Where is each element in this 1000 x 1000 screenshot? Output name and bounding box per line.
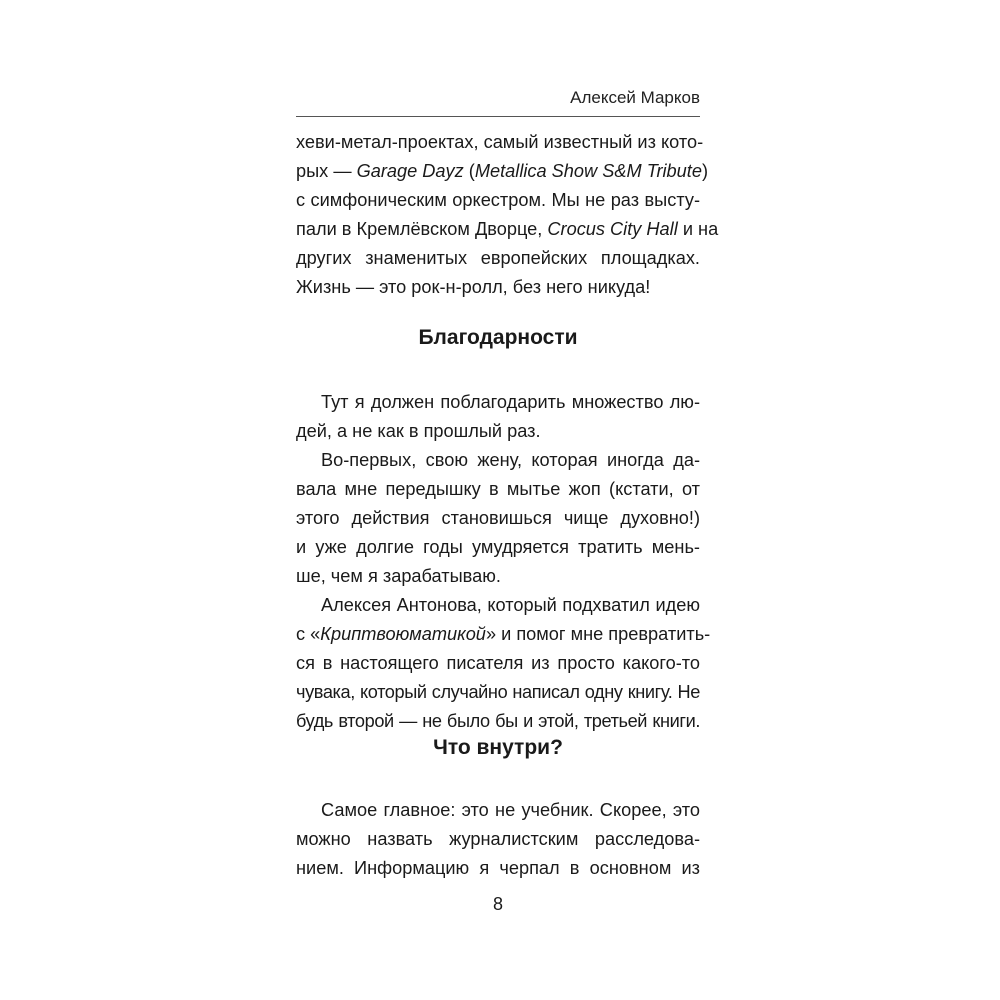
italic-title: Metallica Show S&M Tribute bbox=[474, 161, 702, 181]
text-line: ся в настоящего писателя из просто какого-то bbox=[296, 653, 700, 673]
text-line: нием. Информацию я черпал в основном из bbox=[296, 858, 700, 878]
page-number: 8 bbox=[492, 894, 503, 914]
text-line: вала мне передышку в мытье жоп (кстати, от bbox=[296, 479, 700, 499]
italic-title: Garage Dayz bbox=[356, 161, 464, 181]
thanks-paragraphs bbox=[296, 388, 711, 736]
section-heading-thanks: Благодарности bbox=[418, 326, 578, 349]
text-line: Самое главное: это не учебник. Скорее, это bbox=[321, 800, 700, 820]
inside-paragraph bbox=[296, 796, 700, 883]
text-line: с «Криптвоюматикой» и помог мне превратить- bbox=[296, 624, 711, 644]
text-line: хеви-метал-проектах, самый известный из кото- bbox=[296, 132, 704, 152]
text-line: будь второй — не было бы и этой, третьей книги. bbox=[296, 711, 700, 731]
text-line: можно назвать журналистским расследова- bbox=[296, 829, 700, 849]
text-line: Во-первых, свою жену, которая иногда да- bbox=[321, 450, 700, 470]
italic-title: Crocus City Hall bbox=[547, 219, 678, 239]
intro-paragraph bbox=[296, 128, 719, 302]
header-rule bbox=[296, 116, 700, 117]
text-line: Алексея Антонова, который подхватил идею bbox=[321, 595, 700, 615]
italic-title: Криптвоюматикой bbox=[320, 624, 486, 644]
text-line: рых — Garage Dayz (Metallica Show S&M Tribute) bbox=[296, 161, 709, 181]
text-line: Тут я должен поблагодарить множество лю- bbox=[321, 392, 700, 412]
text-line: ше, чем я зарабатываю. bbox=[296, 566, 501, 586]
text-line: с симфоническим оркестром. Мы не раз высту- bbox=[296, 190, 700, 210]
running-header-author: Алексей Марков bbox=[570, 88, 700, 107]
text-line: Жизнь — это рок-н-ролл, без него никуда! bbox=[296, 277, 651, 297]
text-line: этого действия становишься чище духовно!) bbox=[296, 508, 700, 528]
text-line: чувака, который случайно написал одну книгу. Не bbox=[296, 682, 700, 702]
text-line: и уже долгие годы умудряется тратить мень- bbox=[296, 537, 700, 557]
section-heading-inside: Что внутри? bbox=[433, 736, 563, 759]
text-line: других знаменитых европейских площадках. bbox=[296, 248, 700, 268]
text-line: дей, а не как в прошлый раз. bbox=[296, 421, 541, 441]
text-line: пали в Кремлёвском Дворце, Crocus City Hall и на bbox=[296, 219, 719, 239]
